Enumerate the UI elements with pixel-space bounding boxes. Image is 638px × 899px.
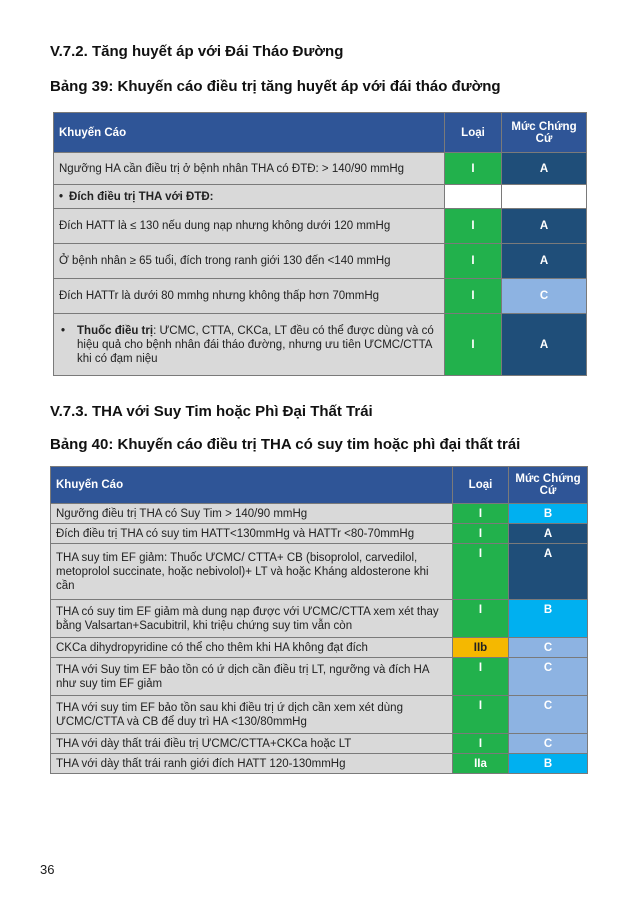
table-title: Bảng 40: Khuyến cáo điều trị THA có suy tim hoặc phì đại thất trái	[50, 436, 521, 453]
section-heading: V.7.3. THA với Suy Tim hoặc Phì Đại Thất Trái	[50, 403, 373, 420]
evidence-cell: C	[502, 279, 587, 314]
evidence-cell: C	[509, 696, 588, 734]
class-cell: I	[445, 279, 502, 314]
class-cell: I	[453, 696, 509, 734]
class-cell: I	[453, 524, 509, 544]
evidence-cell: C	[509, 658, 588, 696]
table-title: Bảng 39: Khuyến cáo điều trị tăng huyết áp với đái tháo đường	[50, 78, 501, 95]
class-cell: IIa	[453, 754, 509, 774]
table-row-text: • Thuốc điều trị: ƯCMC, CTTA, CKCa, LT đều có thể được dùng và có hiệu quả cho bệnh nhân đái tháo đường, nhưng ưu tiên ƯCMC/CTTA khi có đạm niệu	[54, 314, 445, 376]
table-row-text: THA với suy tim EF bảo tồn sau khi điều trị ứ dịch cần xem xét dùng ƯCMC/CTTA và CB để duy trì HA <130/80mmHg	[51, 696, 453, 734]
table-row-text: THA với dày thất trái ranh giới đích HATT 120-130mmHg	[51, 754, 453, 774]
table-row-text: • Đích điều trị THA với ĐTĐ:	[54, 185, 445, 209]
class-cell: I	[453, 658, 509, 696]
evidence-cell	[502, 185, 587, 209]
bold-lead: Thuốc điều trị	[77, 324, 154, 337]
header-recommendation: Khuyến Cáo	[54, 113, 445, 153]
evidence-cell: A	[502, 314, 587, 376]
table-row-text: Đích HATTr là dưới 80 mmhg nhưng không thấp hơn 70mmHg	[54, 279, 445, 314]
header-recommendation: Khuyến Cáo	[51, 467, 453, 504]
evidence-cell: A	[502, 209, 587, 244]
class-cell	[445, 185, 502, 209]
class-cell: IIb	[453, 638, 509, 658]
evidence-cell: C	[509, 638, 588, 658]
class-cell: I	[453, 544, 509, 600]
table-row-text: Ngưỡng HA cần điều trị ở bệnh nhân THA có ĐTĐ: > 140/90 mmHg	[54, 153, 445, 185]
table-row-text: THA với dày thất trái điều trị ƯCMC/CTTA+CKCa hoặc LT	[51, 734, 453, 754]
header-class: Loại	[445, 113, 502, 153]
evidence-cell: A	[509, 524, 588, 544]
table-row-text: THA suy tim EF giảm: Thuốc ƯCMC/ CTTA+ CB (bisoprolol, carvedilol, metoprolol succinate, hoặc nebivolol)+ LT và hoặc Kháng aldosterone khi cần	[51, 544, 453, 600]
header-evidence: Mức Chứng Cứ	[502, 113, 587, 153]
evidence-cell: A	[502, 244, 587, 279]
evidence-cell: C	[509, 734, 588, 754]
header-evidence: Mức Chứng Cứ	[509, 467, 588, 504]
row-body: : ƯCMC, CTTA, CKCa, LT đều có thể được dùng và có hiệu quả cho bệnh nhân đái tháo đường, nhưng ưu tiên ƯCMC/CTTA khi có đạm niệu	[77, 324, 434, 365]
table-row-text: THA có suy tim EF giảm mà dung nạp được với ƯCMC/CTTA xem xét thay bằng Valsartan+Sacubitril, khi triệu chứng suy tim vẫn còn	[51, 600, 453, 638]
class-cell: I	[453, 600, 509, 638]
subheading-text: Đích điều trị THA với ĐTĐ:	[69, 190, 214, 203]
evidence-cell: A	[502, 153, 587, 185]
table-row-text: Ngưỡng điều trị THA có Suy Tim > 140/90 mmHg	[51, 504, 453, 524]
recommendation-table-39	[53, 112, 587, 376]
recommendation-table-40	[50, 466, 588, 774]
class-cell: I	[445, 153, 502, 185]
header-class: Loại	[453, 467, 509, 504]
class-cell: I	[445, 244, 502, 279]
table-row-text: Đích HATT là ≤ 130 nếu dung nạp nhưng không dưới 120 mmHg	[54, 209, 445, 244]
table-row-text: CKCa dihydropyridine có thể cho thêm khi HA không đạt đích	[51, 638, 453, 658]
table-row-text: Đích điều trị THA có suy tim HATT<130mmHg và HATTr <80-70mmHg	[51, 524, 453, 544]
table-row-text: Ở bệnh nhân ≥ 65 tuổi, đích trong ranh giới 130 đến <140 mmHg	[54, 244, 445, 279]
class-cell: I	[453, 734, 509, 754]
class-cell: I	[445, 209, 502, 244]
evidence-cell: B	[509, 600, 588, 638]
evidence-cell: A	[509, 544, 588, 600]
class-cell: I	[453, 504, 509, 524]
evidence-cell: B	[509, 754, 588, 774]
page-number: 36	[40, 862, 55, 877]
evidence-cell: B	[509, 504, 588, 524]
class-cell: I	[445, 314, 502, 376]
section-heading: V.7.2. Tăng huyết áp với Đái Tháo Đường	[50, 43, 344, 60]
table-row-text: THA với Suy tim EF bảo tồn có ứ dịch cần điều trị LT, ngưỡng và đích HA như suy tim EF giảm	[51, 658, 453, 696]
